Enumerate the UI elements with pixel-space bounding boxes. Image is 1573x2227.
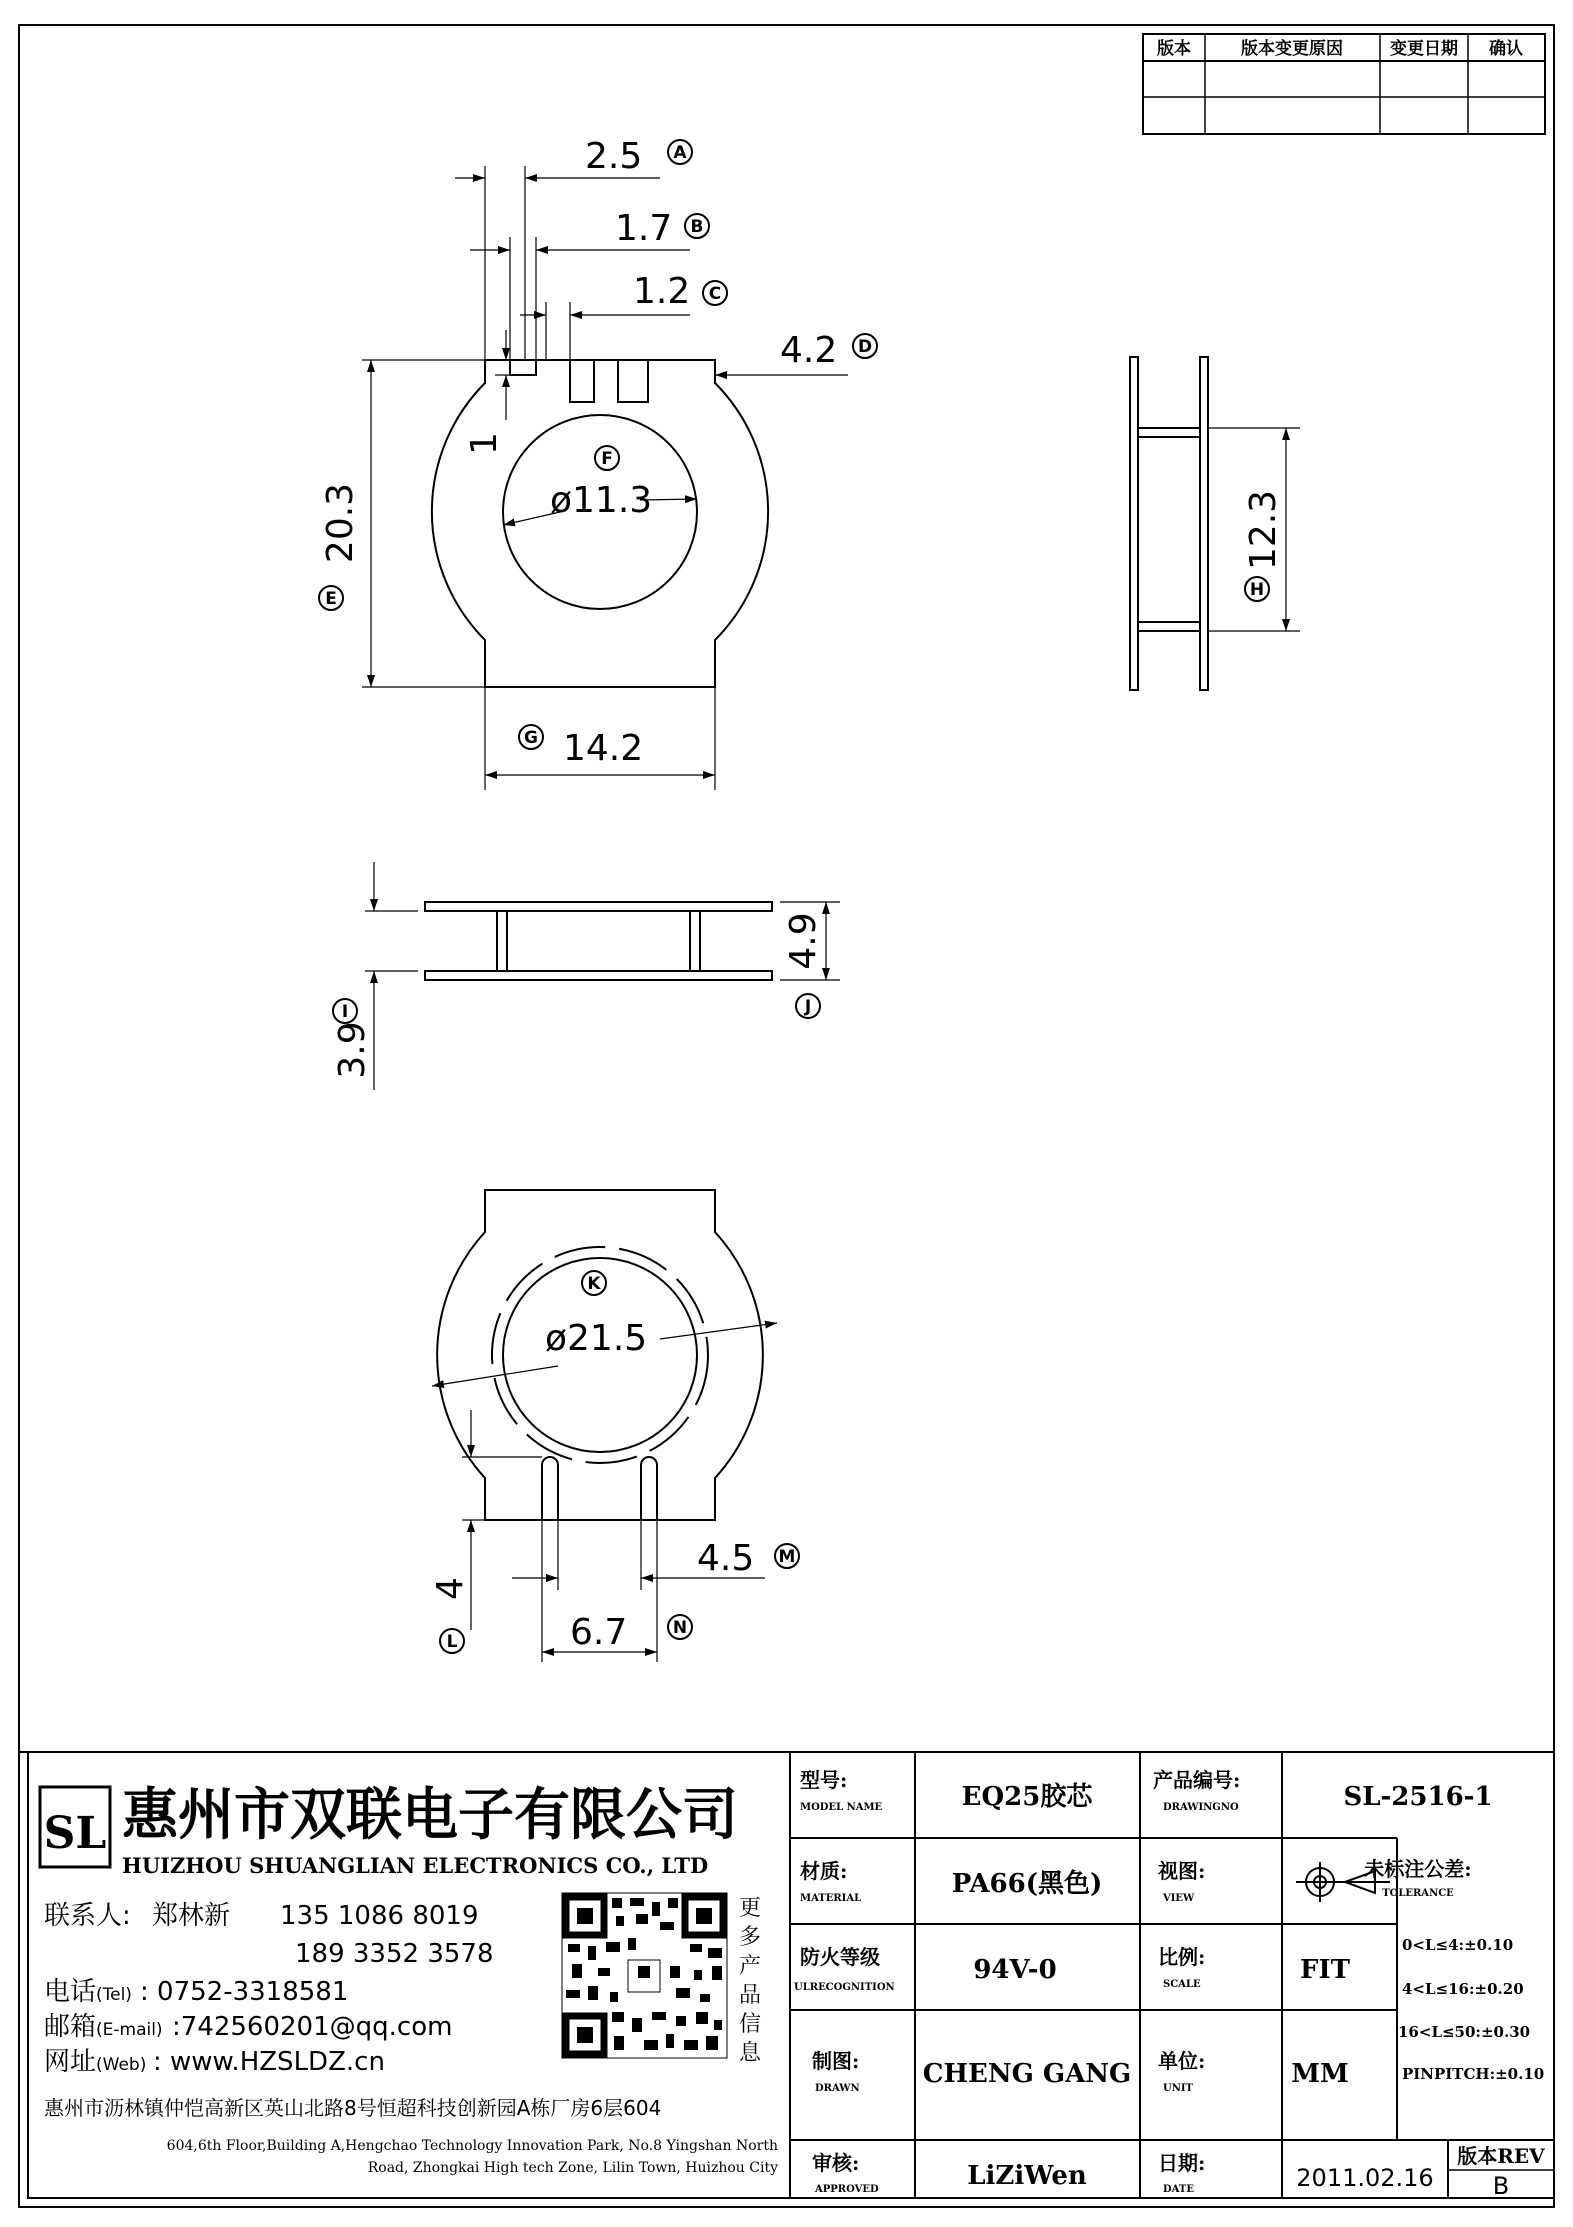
drawing-no-label: 产品编号:: [1153, 1768, 1241, 1792]
dim-f-value: ø11.3: [550, 480, 653, 521]
view-label: 视图:: [1158, 1859, 1206, 1883]
dim-m-value: 4.5: [697, 1538, 755, 1579]
fire-rating-sub-label: ULRECOGNITION: [794, 1982, 895, 1993]
contact-phone-2: 189 3352 3578: [295, 1939, 494, 1969]
callout-c: [703, 281, 727, 305]
model-value: EQ25胶芯: [961, 1782, 1093, 1812]
drawn-value: CHENG GANG: [922, 2059, 1132, 2089]
callout-f: [595, 446, 619, 470]
scale-value: FIT: [1300, 1955, 1350, 1985]
date-value: 2011.02.16: [1296, 2164, 1434, 2192]
tolerance-row-1: 0<L≤4:±0.10: [1402, 1936, 1514, 1954]
svg-text:G: G: [524, 728, 538, 748]
callout-i: [333, 999, 357, 1023]
company-logo: [40, 1787, 110, 1867]
tel-sub-label: (Tel): [96, 1985, 132, 2005]
approved-label: 审核:: [812, 2151, 860, 2175]
callout-a: [668, 140, 692, 164]
revision-label: 版本REV: [1457, 2144, 1545, 2168]
svg-text:F: F: [601, 449, 613, 469]
top-view-flange-bottom: [425, 971, 772, 980]
svg-text:K: K: [587, 1274, 601, 1294]
date-sub-label: DATE: [1163, 2184, 1194, 2195]
address-en-line-1: 604,6th Floor,Building A,Hengchao Technology Innovation Park, No.8 Yingshan North: [166, 2138, 778, 2154]
fire-rating-label: 防火等级: [800, 1945, 880, 1969]
dim-j-value: 4.9: [783, 912, 824, 970]
svg-text:C: C: [708, 284, 722, 304]
front-view-slot-2: [570, 360, 594, 402]
material-sub-label: MATERIAL: [800, 1893, 862, 1904]
svg-text:信: 信: [738, 2012, 762, 2037]
tel-value: : 0752-3318581: [140, 1977, 349, 2007]
dim-n-value: 6.7: [570, 1612, 628, 1653]
svg-text:J: J: [804, 997, 812, 1017]
rev-header-date: 变更日期: [1390, 39, 1458, 59]
approved-sub-label: APPROVED: [815, 2184, 879, 2195]
material-value: PA66(黑色): [951, 1869, 1103, 1899]
scale-label: 比例:: [1158, 1945, 1206, 1969]
callout-e: [319, 586, 343, 610]
website-label: 网址: [44, 2047, 97, 2077]
svg-text:D: D: [857, 337, 873, 357]
drawing-no-value: SL-2516-1: [1343, 1782, 1493, 1812]
email-label: 邮箱: [44, 2012, 97, 2042]
svg-text:多: 多: [738, 1925, 762, 1950]
dim-l-value: 4: [430, 1577, 471, 1600]
fire-rating-value: 94V-0: [973, 1955, 1057, 1985]
svg-text:品: 品: [738, 1983, 762, 2008]
dim-d-value: 4.2: [780, 330, 838, 371]
callout-l: [440, 1629, 464, 1653]
qr-code-icon: [562, 1893, 727, 2058]
svg-text:更: 更: [738, 1896, 762, 1921]
side-view-flange-right: [1200, 357, 1208, 690]
tolerance-row-4: PINPITCH:±0.10: [1402, 2065, 1545, 2083]
front-view-slot-3: [618, 360, 648, 402]
drawing-no-sub-label: DRAWINGNO: [1163, 1802, 1239, 1813]
contact-name: 郑林新: [152, 1901, 231, 1931]
front-view-outline: [432, 360, 768, 687]
material-label: 材质:: [800, 1859, 848, 1883]
address-en-line-2: Road, Zhongkai High tech Zone, Lilin Town, Huizhou City: [367, 2160, 778, 2176]
svg-text:产: 产: [738, 1954, 762, 1979]
front-view: [432, 360, 768, 687]
tolerance-label: 未标注公差:: [1364, 1857, 1472, 1881]
tolerance-sub-label: TOLERANCE: [1382, 1888, 1454, 1899]
revision-value: B: [1492, 2172, 1510, 2200]
svg-text:N: N: [672, 1618, 688, 1638]
callout-g: [519, 725, 543, 749]
dim-slot-value: 1: [464, 432, 505, 455]
bottom-view-pin-left: [542, 1457, 558, 1520]
model-label: 型号:: [800, 1768, 848, 1792]
top-view-dimensions: [365, 862, 840, 1090]
address-cn: 惠州市沥林镇仲恺高新区英山北路8号恒超科技创新园A栋厂房6层604: [44, 2096, 662, 2120]
callout-n: [668, 1615, 692, 1639]
view-sub-label: VIEW: [1163, 1893, 1195, 1904]
svg-text:A: A: [673, 143, 687, 163]
more-info-vertical-text: [739, 1896, 762, 2066]
drawn-label: 制图:: [812, 2049, 860, 2073]
tolerance-row-2: 4<L≤16:±0.20: [1402, 1980, 1524, 1998]
callout-h: [1245, 577, 1269, 601]
dim-c-value: 1.2: [633, 271, 691, 312]
contact-phone-1: 135 1086 8019: [280, 1901, 479, 1931]
dim-h-value: 12.3: [1243, 489, 1284, 571]
side-view: [1130, 357, 1208, 690]
unit-value: MM: [1291, 2059, 1349, 2089]
callout-b: [685, 214, 709, 238]
email-sub-label: (E-mail): [96, 2020, 163, 2040]
company-name-cn: 惠州市双联电子有限公司: [122, 1782, 738, 1848]
bottom-view-pin-right: [641, 1457, 657, 1520]
unit-label: 单位:: [1158, 2049, 1206, 2073]
svg-text:E: E: [325, 589, 337, 609]
rev-header-confirm: 确认: [1489, 39, 1523, 59]
contact-label: 联系人:: [44, 1901, 131, 1931]
website-value: : www.HZSLDZ.cn: [153, 2047, 385, 2077]
dim-k-value: ø21.5: [545, 1318, 648, 1359]
svg-text:H: H: [1249, 580, 1265, 600]
callout-m: [775, 1544, 799, 1568]
side-view-flange-left: [1130, 357, 1138, 690]
svg-text:SL: SL: [43, 1808, 107, 1859]
svg-text:I: I: [341, 1002, 349, 1022]
dim-g-value: 14.2: [563, 728, 644, 769]
dim-e-value: 20.3: [320, 482, 361, 564]
svg-text:M: M: [778, 1547, 796, 1567]
rev-header-version: 版本: [1157, 39, 1191, 59]
top-view: [425, 902, 772, 980]
callout-d: [853, 334, 877, 358]
date-label: 日期:: [1158, 2151, 1206, 2175]
tolerance-row-3: 16<L≤50:±0.30: [1398, 2023, 1531, 2041]
model-sub-label: MODEL NAME: [800, 1802, 883, 1813]
svg-text:息: 息: [738, 2041, 762, 2066]
unit-sub-label: UNIT: [1163, 2083, 1193, 2094]
tel-label: 电话: [44, 1977, 97, 2007]
svg-text:L: L: [446, 1632, 458, 1652]
dimension-values: [320, 136, 1284, 1653]
dim-i-value: 3.9: [332, 1021, 373, 1079]
company-name-en: HUIZHOU SHUANGLIAN ELECTRONICS CO., LTD: [122, 1853, 709, 1878]
scale-sub-label: SCALE: [1163, 1979, 1201, 1990]
website-sub-label: (Web): [96, 2055, 147, 2075]
title-block: [19, 1752, 1554, 2200]
revision-table: [1143, 34, 1545, 134]
top-view-flange-top: [425, 902, 772, 911]
front-view-slot-1: [510, 360, 536, 375]
svg-text:B: B: [690, 217, 704, 237]
callout-k: [582, 1271, 606, 1295]
email-value: :742560201@qq.com: [172, 2012, 453, 2042]
rev-header-reason: 版本变更原因: [1241, 39, 1343, 59]
approved-value: LiZiWen: [967, 2161, 1087, 2191]
dim-a-value: 2.5: [585, 136, 643, 177]
drawn-sub-label: DRAWN: [815, 2083, 860, 2094]
dim-b-value: 1.7: [615, 208, 673, 249]
callout-j: [796, 994, 820, 1018]
